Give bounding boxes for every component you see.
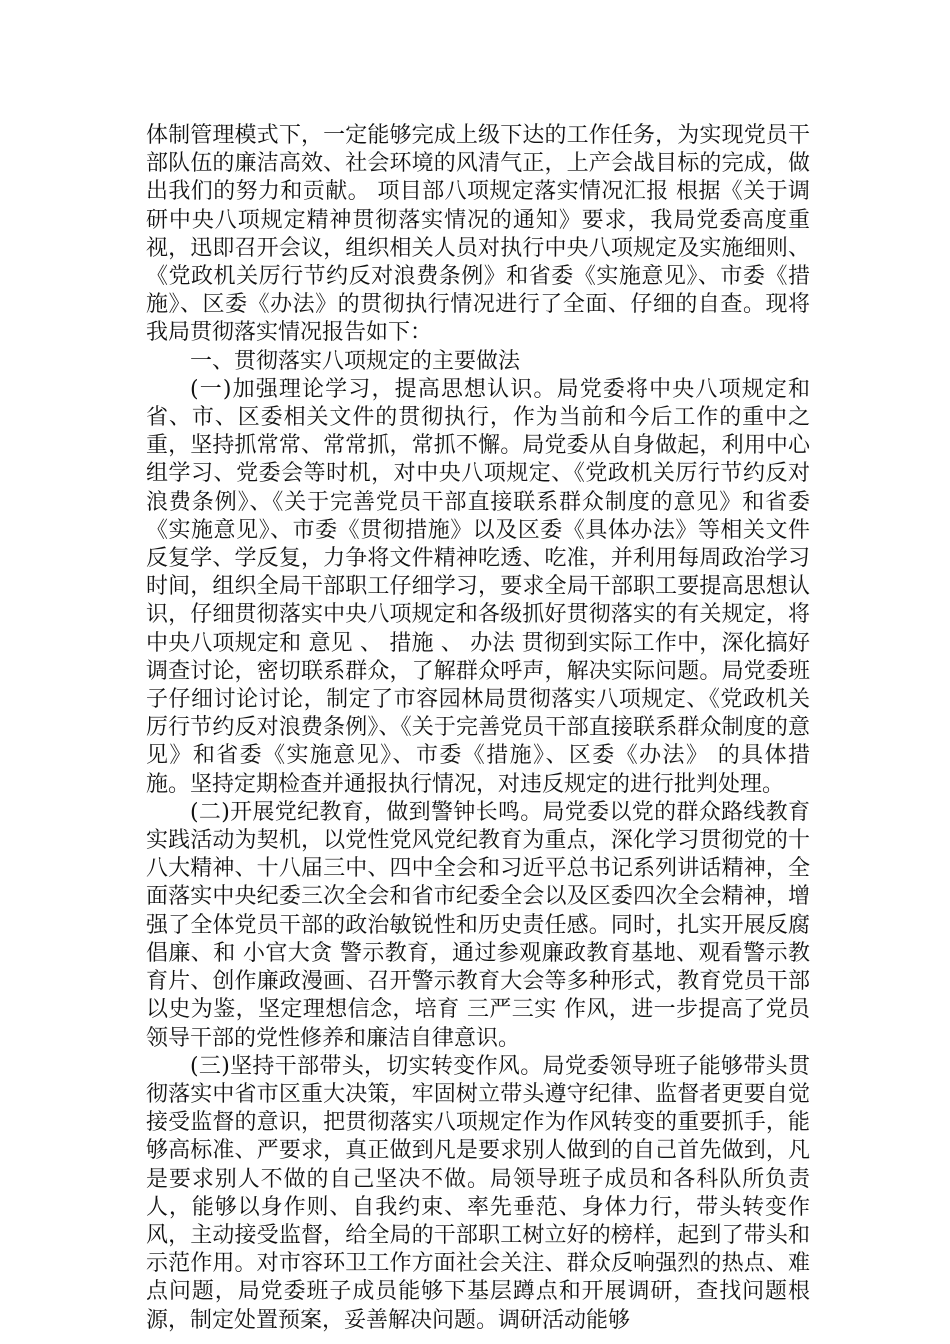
section-heading: 一、贯彻落实八项规定的主要做法	[190, 348, 521, 374]
paragraph-section-3: (三)坚持干部带头，切实转变作风。局党委领导班子能够带头贯彻落实中省市区重大决策，牢固树立带头遵守纪律、监督者更要自觉接受监督的意识，把贯彻落实八项规定作为作风转变的重要抓手，能够高标准、严要求，真正做到凡是要求别人做到的自己首先做到，凡是要求别人不做的自己坚决不做。局领导班子成员和各科队所负责人，能够以身作则、自我约束、率先垂范、身体力行，带头转变作风，主动接受监督，给全局的干部职工树立好的榜样，起到了带头和示范作用。对市容环卫工作方面社会关注、群众反响强烈的热点、难点问题，局党委班子成员能够下基层蹲点和开展调研，查找问题根源，制定处置预案，妥善解决问题。调研活动能够	[146, 1053, 810, 1333]
paragraph-intro: 体制管理模式下，一定能够完成上级下达的工作任务，为实现党员干部队伍的廉洁高效、社会环境的风清气正，上产会战目标的完成，做出我们的努力和贡献。 项目部八项规定落实情况汇报 根据《关于调研中央八项规定精神贯彻落实情况的通知》要求，我局党委高度重视，迅即召开会议，组织相关人员对执行中央八项规定及实施细则、《党政机关厉行节约反对浪费条例》和省委《实施意见》、市委《措施》、区委《办法》的贯彻执行情况进行了全面、仔细的自查。现将我局贯彻落实情况报告如下：	[146, 123, 810, 346]
paragraph-section-1: (一)加强理论学习，提高思想认识。局党委将中央八项规定和省、市、区委相关文件的贯彻执行，作为当前和今后工作的重中之重，坚持抓常常、常常抓，常抓不懈。局党委从自身做起，利用中心组学习、党委会等时机，对中央八项规定、《党政机关厉行节约反对浪费条例》、《关于完善党员干部直接联系群众制度的意见》和省委《实施意见》、市委《贯彻措施》以及区委《具体办法》等相关文件反复学、学反复，力争将文件精神吃透、吃准，并利用每周政治学习时间，组织全局干部职工仔细学习，要求全局干部职工要提高思想认识，仔细贯彻落实中央八项规定和各级抓好贯彻落实的有关规定，将中央八项规定和 意见 、 措施 、 办法 贯彻到实际工作中，深化搞好调查讨论，密切联系群众，了解群众呼声，解决实际问题。局党委班子仔细讨论讨论，制定了市容园林局贯彻落实八项规定、《党政机关厉行节约反对浪费条例》、《关于完善党员干部直接联系群众制度的意见》和省委《实施意见》、市委《措施》、区委《办法》 的具体措施。坚持定期检查并通报执行情况，对违反规定的进行批判处理。	[146, 376, 810, 797]
document-page	[146, 122, 810, 1335]
paragraph-section-2: (二)开展党纪教育，做到警钟长鸣。局党委以党的群众路线教育实践活动为契机，以党性党风党纪教育为重点，深化学习贯彻党的十八大精神、十八届三中、四中全会和习近平总书记系列讲话精神，全面落实中央纪委三次全会和省市纪委全会以及区委四次全会精神，增强了全体党员干部的政治敏锐性和历史责任感。同时，扎实开展反腐倡廉、和 小官大贪 警示教育，通过参观廉政教育基地、观看警示教育片、创作廉政漫画、召开警示教育大会等多种形式，教育党员干部以史为鉴，坚定理想信念，培育 三严三实 作风，进一步提高了党员领导干部的党性修养和廉洁自律意识。	[146, 799, 810, 1051]
